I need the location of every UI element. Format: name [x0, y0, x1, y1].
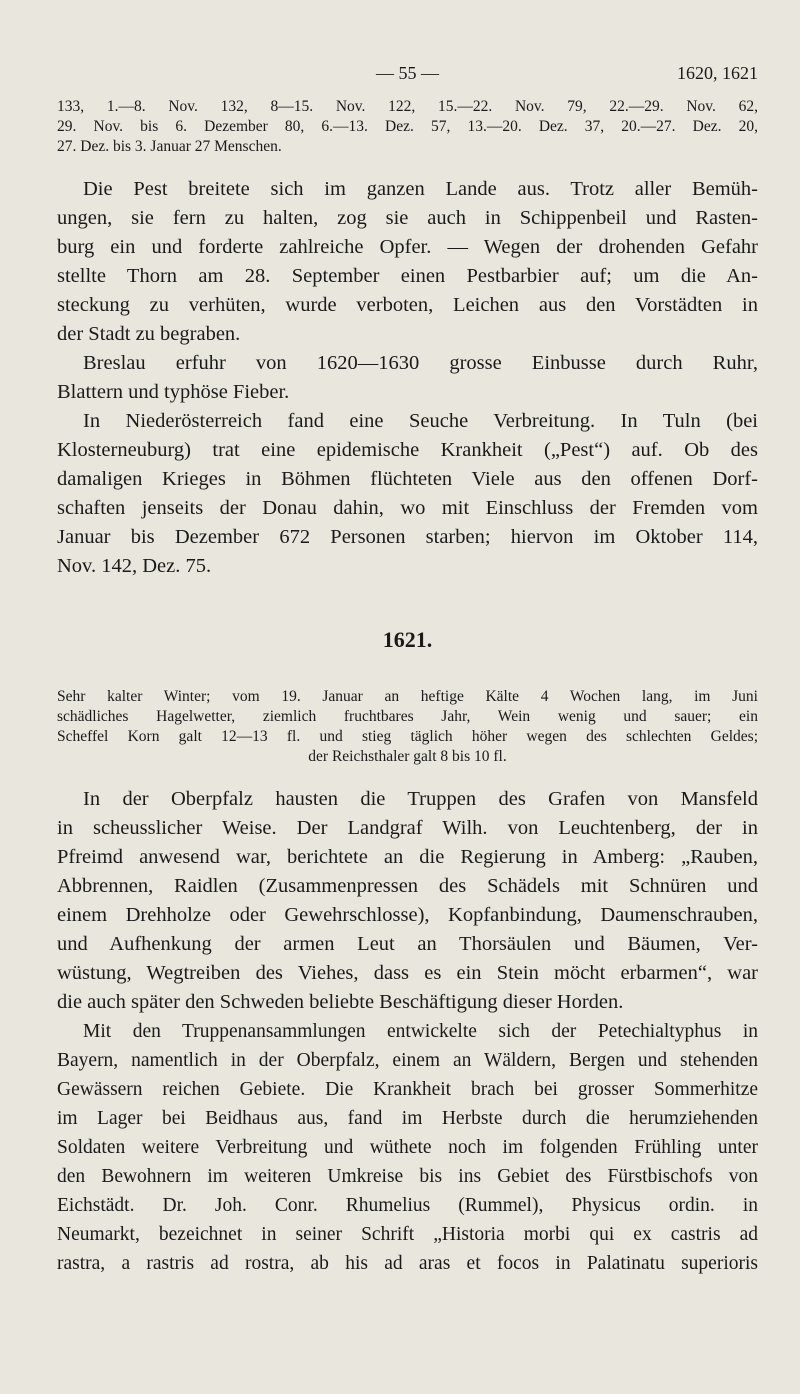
- text-line: die auch später den Schweden beliebte Beschäftigung dieser Horden.: [57, 991, 624, 1013]
- text-line: damaligen Krieges in Böhmen flüchteten Viele aus den offenen Dorf-: [57, 468, 758, 490]
- text-line: Blattern und typhöse Fieber.: [57, 381, 290, 403]
- page-number: — 55 —: [376, 63, 439, 83]
- text-line: In der Oberpfalz hausten die Truppen des Grafen von Mansfeld: [83, 788, 758, 810]
- paragraph-prussia: [57, 175, 758, 349]
- text-line: in scheusslicher Weise. Der Landgraf Wilh. von Leuchtenberg, der in: [57, 817, 758, 839]
- text-line: Abbrennen, Raidlen (Zusammenpressen des Schädels mit Schnüren und: [57, 875, 758, 897]
- text-line: Mit den Truppenansammlungen entwickelte sich der Petechialtyphus in: [83, 1021, 758, 1042]
- text-line: Nov. 142, Dez. 75.: [57, 555, 212, 577]
- text-line: In Niederösterreich fand eine Seuche Verbreitung. In Tuln (bei: [83, 410, 758, 432]
- text-line: Die Pest breitete sich im ganzen Lande aus. Trotz aller Bemüh-: [83, 178, 758, 200]
- text-line: wüstung, Wegtreiben des Viehes, dass es ein Stein möcht erbarmen“, war: [57, 962, 758, 984]
- text-line: Sehr kalter Winter; vom 19. Januar an heftige Kälte 4 Wochen lang, im Juni: [57, 688, 758, 705]
- text-line: Soldaten weitere Verbreitung und wüthete noch im folgenden Frühling unter: [57, 1137, 758, 1158]
- text-line: stellte Thorn am 28. September einen Pestbarbier auf; um die An-: [57, 265, 758, 287]
- text-line: 27. Dez. bis 3. Januar 27 Menschen.: [57, 138, 282, 155]
- text-line: Neumarkt, bezeichnet in seiner Schrift „Historia morbi qui ex castris ad: [57, 1224, 758, 1245]
- text-line: im Lager bei Beidhaus aus, fand im Herbste durch die herumziehenden: [57, 1108, 758, 1129]
- text-line: Scheffel Korn galt 12—13 fl. und stieg täglich höher wegen des schlechten Geldes;: [57, 728, 758, 745]
- text-line: schädliches Hagelwetter, ziemlich fruchtbares Jahr, Wein wenig und sauer; ein: [57, 708, 758, 725]
- text-line: den Bewohnern im weiteren Umkreise bis ins Gebiet des Fürstbischofs von: [57, 1166, 758, 1187]
- text-line: 133, 1.—8. Nov. 132, 8—15. Nov. 122, 15.—22. Nov. 79, 22.—29. Nov. 62,: [57, 98, 758, 115]
- text-line: Pfreimd anwesend war, berichtete an die Regierung in Amberg: „Rauben,: [57, 846, 758, 868]
- text-line: und Aufhenkung der armen Leut an Thorsäulen und Bäumen, Ver-: [57, 933, 758, 955]
- text-line: 29. Nov. bis 6. Dezember 80, 6.—13. Dez. 57, 13.—20. Dez. 37, 20.—27. Dez. 20,: [57, 118, 758, 135]
- text-line: rastra, a rastris ad rostra, ab his ad aras et focos in Palatinatu superioris: [57, 1253, 758, 1274]
- paragraph-typhus: [57, 1017, 758, 1278]
- death-statistics: [57, 97, 758, 157]
- weather-note: [57, 687, 758, 767]
- paragraph-breslau: [57, 349, 758, 407]
- text-line: Januar bis Dezember 672 Personen starben; hiervon im Oktober 114,: [57, 526, 758, 548]
- text-line: Breslau erfuhr von 1620—1630 grosse Einbusse durch Ruhr,: [83, 352, 758, 374]
- text-line: Bayern, namentlich in der Oberpfalz, einem an Wäldern, Bergen und stehenden: [57, 1050, 758, 1071]
- year-range: 1620, 1621: [677, 63, 758, 83]
- year-heading: 1621.: [382, 627, 433, 652]
- text-line: burg ein und forderte zahlreiche Opfer. — Wegen der drohenden Gefahr: [57, 236, 758, 258]
- text-line: einem Drehholze oder Gewehrschlosse), Kopfanbindung, Daumenschrauben,: [57, 904, 758, 926]
- text-line: Gewässern reichen Gebiete. Die Krankheit brach bei grosser Sommerhitze: [57, 1079, 758, 1100]
- text-line: schaften jenseits der Donau dahin, wo mit Einschluss der Fremden vom: [57, 497, 758, 519]
- text-line: Eichstädt. Dr. Joh. Conr. Rhumelius (Rummel), Physicus ordin. in: [57, 1195, 758, 1216]
- paragraph-lower-austria: [57, 407, 758, 581]
- text-line: steckung zu verhüten, wurde verboten, Leichen aus den Vorstädten in: [57, 294, 758, 316]
- paragraph-oberpfalz: [57, 785, 758, 1017]
- text-line: der Reichsthaler galt 8 bis 10 fl.: [308, 748, 507, 765]
- text-line: ungen, sie fern zu halten, zog sie auch in Schippenbeil und Rasten-: [57, 207, 758, 229]
- book-page: [0, 53, 800, 1394]
- text-line: Klosterneuburg) trat eine epidemische Krankheit („Pest“) auf. Ob des: [57, 439, 758, 461]
- running-head: [57, 53, 758, 83]
- text-line: der Stadt zu begraben.: [57, 323, 241, 345]
